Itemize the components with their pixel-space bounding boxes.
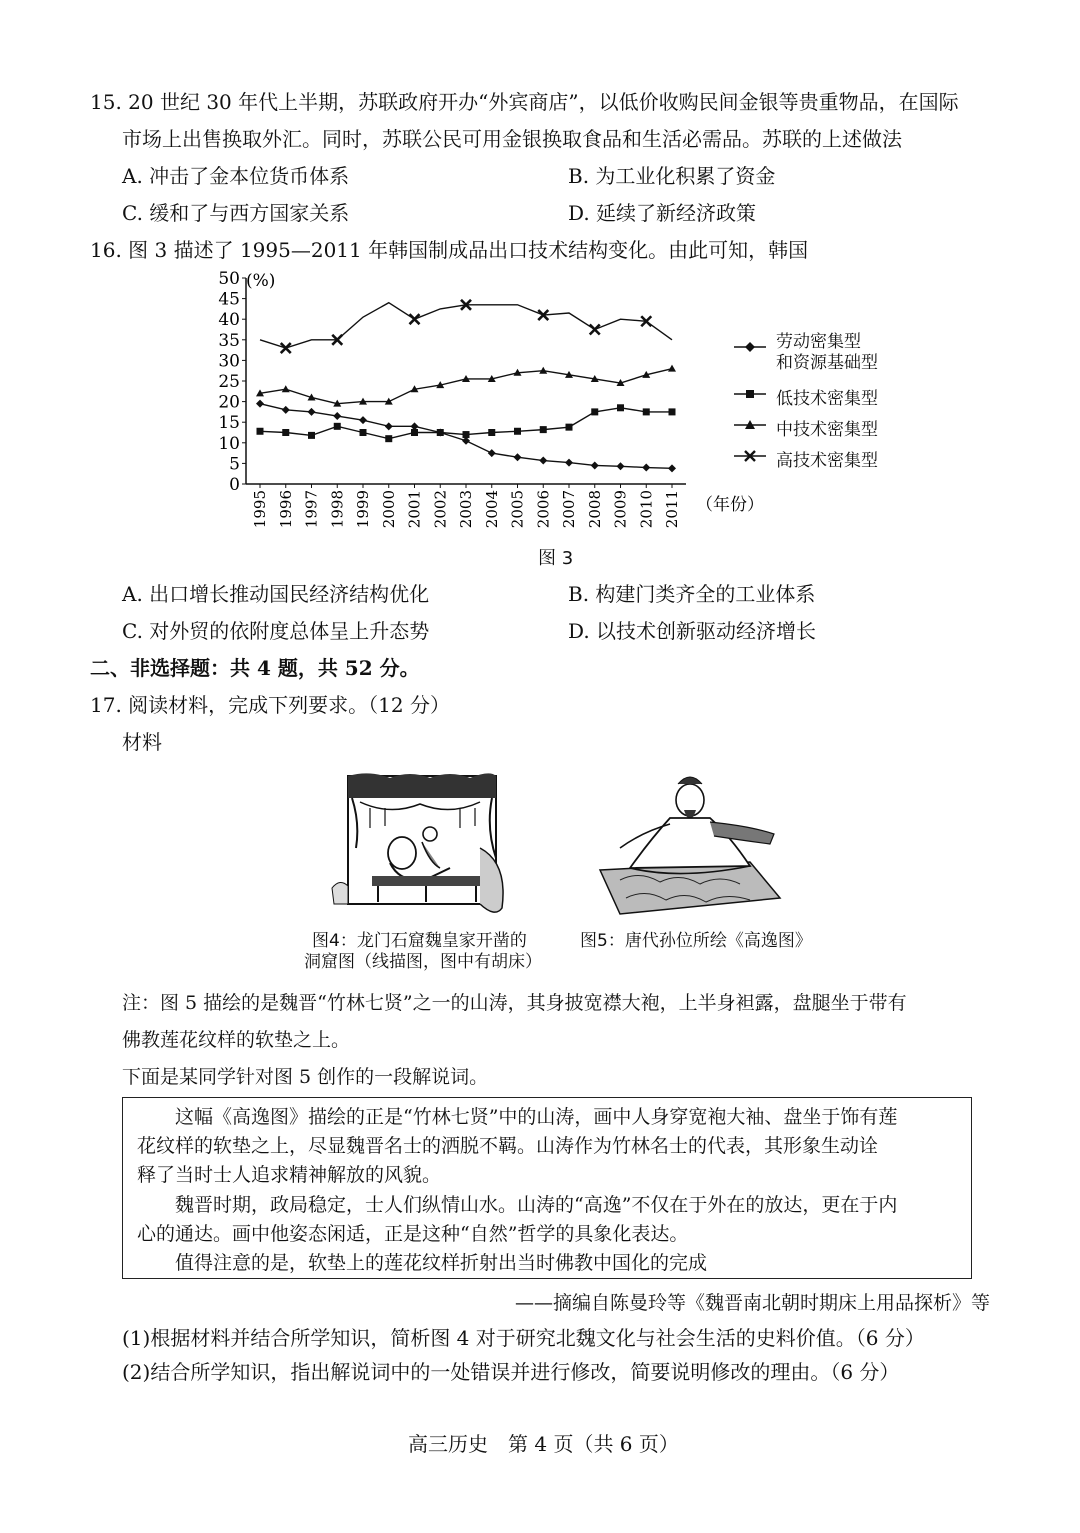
legend-label-mid-tech: 中技术密集型 xyxy=(776,420,878,440)
chart-x-tick-label: 2000 xyxy=(379,490,398,529)
commentary-line: 心的通达。画中他姿态闲适，正是这种“自然”哲学的具象化表达。 xyxy=(137,1223,689,1245)
chart-point xyxy=(488,449,496,457)
q17-note-line1: 注：图 5 描绘的是魏晋“竹林七贤”之一的山涛，其身披宽襟大袍，上半身袒露，盘腿坐于带有 xyxy=(122,992,907,1014)
chart-x-tick-label: 2008 xyxy=(585,490,604,529)
chart-point xyxy=(539,457,547,465)
chart-point xyxy=(514,453,522,461)
chart-y-tick-label: 50 xyxy=(218,269,240,289)
figure5-scholar-drawing xyxy=(590,770,790,920)
chart-point xyxy=(668,365,676,372)
chart-y-tick-label: 25 xyxy=(218,372,240,392)
chart-y-unit-label: (%) xyxy=(246,271,276,291)
chart-point xyxy=(282,429,289,436)
section2-heading: 二、非选择题：共 4 题，共 52 分。 xyxy=(90,656,420,680)
legend-markers xyxy=(730,330,780,470)
chart-x-tick-label: 1999 xyxy=(354,490,372,529)
chart-y-tick-label: 30 xyxy=(218,351,240,372)
chart-point xyxy=(410,314,420,324)
q17-material-label: 材料 xyxy=(122,730,162,754)
chart-y-tick-label: 45 xyxy=(218,289,240,310)
chart-x-tick-label: 2010 xyxy=(637,490,656,529)
chart-x-tick-label: 2004 xyxy=(482,490,501,529)
chart-point xyxy=(565,459,573,467)
chart-point xyxy=(385,435,392,442)
chart-point xyxy=(257,428,264,435)
chart-point xyxy=(591,408,598,415)
q15-option-b: B. 为工业化积累了资金 xyxy=(568,164,776,188)
chart-point xyxy=(514,428,521,435)
chart-point xyxy=(669,408,676,415)
q17-sub1: (1)根据材料并结合所学知识，简析图 4 对于研究北魏文化与社会生活的史料价值。（6 分） xyxy=(122,1326,925,1350)
legend-label-labor-line2: 和资源基础型 xyxy=(776,353,878,373)
chart-y-tick-label: 10 xyxy=(218,433,240,454)
chart-point xyxy=(540,426,547,433)
chart-point xyxy=(334,423,341,430)
chart-point xyxy=(385,422,393,430)
q15-option-c: C. 缓和了与西方国家关系 xyxy=(122,201,350,225)
commentary-line: 值得注意的是，软垫上的莲花纹样折射出当时佛教中国化的完成 xyxy=(137,1252,708,1274)
chart-y-tick-label: 40 xyxy=(218,310,240,331)
figure4-cave-drawing xyxy=(330,768,520,920)
commentary-line: 释了当时士人追求精神解放的风貌。 xyxy=(137,1164,442,1186)
chart-point xyxy=(308,408,316,416)
chart-x-tick-label: 1998 xyxy=(328,490,347,529)
chart-point xyxy=(617,404,624,411)
chart-y-tick-label: 0 xyxy=(229,475,240,495)
chart-point xyxy=(590,325,600,335)
chart-point xyxy=(617,462,625,470)
q16-stem: 16. 图 3 描述了 1995—2011 年韩国制成品出口技术结构变化。由此可知，韩国 xyxy=(90,238,809,262)
commentary-box xyxy=(122,1097,972,1279)
chart-point xyxy=(488,429,495,436)
chart-x-tick-label: 2002 xyxy=(431,490,450,529)
q17-source: ——摘编自陈曼玲等《魏晋南北朝时期床上用品探析》等 xyxy=(514,1292,990,1314)
chart-x-tick-label: 1995 xyxy=(251,490,269,529)
chart-x-tick-label: 2009 xyxy=(611,490,630,529)
legend-label-high-tech: 高技术密集型 xyxy=(776,451,878,471)
chart-x-tick-label: 2005 xyxy=(508,490,527,529)
chart-x-tick-label: 2007 xyxy=(560,490,578,529)
q15-option-a: A. 冲击了金本位货币体系 xyxy=(122,164,350,188)
page-footer: 高三历史 第 4 页（共 6 页） xyxy=(408,1432,679,1456)
chart-point xyxy=(437,429,444,436)
chart-x-tick-label: 2011 xyxy=(663,490,681,529)
chart-point xyxy=(668,464,676,472)
legend-label-low-tech: 低技术密集型 xyxy=(776,389,878,409)
figure3-label: 图 3 xyxy=(538,548,574,569)
chart-point xyxy=(282,385,290,392)
chart-point xyxy=(463,431,470,438)
q16-option-a: A. 出口增长推动国民经济结构优化 xyxy=(122,582,430,606)
q16-option-c: C. 对外贸的依附度总体呈上升态势 xyxy=(122,619,430,643)
chart-x-tick-label: 1996 xyxy=(276,490,295,529)
chart-y-tick-label: 35 xyxy=(218,330,240,351)
chart-y-tick-label: 15 xyxy=(218,413,240,434)
chart-point xyxy=(333,412,341,420)
chart-x-tick-label: 1997 xyxy=(302,490,321,529)
chart-point xyxy=(256,400,264,408)
chart-series-line-2 xyxy=(260,369,672,404)
commentary-line: 魏晋时期，政局稳定，士人们纵情山水。山涛的“高逸”不仅在于外在的放达，更在于内 xyxy=(137,1194,898,1216)
chart-point xyxy=(411,429,418,436)
commentary-line: 这幅《高逸图》描绘的正是“竹林七贤”中的山涛，画中人身穿宽袍大袖、盘坐于饰有莲 xyxy=(137,1106,898,1128)
chart-series-line-3 xyxy=(260,303,672,348)
q16-option-d: D. 以技术创新驱动经济增长 xyxy=(568,619,817,643)
figure4-caption-line2: 洞窟图（线描图，图中有胡床） xyxy=(304,952,542,972)
figure5-caption: 图5：唐代孙位所绘《高逸图》 xyxy=(580,931,812,951)
chart-point xyxy=(308,432,315,439)
q15-option-d: D. 延续了新经济政策 xyxy=(568,201,757,225)
chart-x-tick-label: 2003 xyxy=(457,490,475,529)
q17-note-line2: 佛教莲花纹样的软垫之上。 xyxy=(122,1029,351,1051)
chart-x-tick-label: 2001 xyxy=(405,490,424,529)
q16-option-b: B. 构建门类齐全的工业体系 xyxy=(568,582,816,606)
chart-point xyxy=(359,416,367,424)
chart-point xyxy=(566,424,573,431)
chart-point xyxy=(642,464,650,472)
figure4-caption-line1: 图4：龙门石窟魏皇家开凿的 xyxy=(312,931,527,951)
figure3-line-chart xyxy=(200,266,780,548)
legend-diamond-icon xyxy=(745,342,755,352)
q15-stem-line1: 15. 20 世纪 30 年代上半期，苏联政府开办“外宾商店”，以低价收购民间金银等贵重物品，在国际 xyxy=(90,90,959,114)
q17-stem: 17. 阅读材料，完成下列要求。（12 分） xyxy=(90,693,450,717)
chart-y-tick-label: 5 xyxy=(229,454,240,475)
chart-point xyxy=(539,367,547,374)
commentary-line: 花纹样的软垫之上，尽显魏晋名士的洒脱不羁。山涛作为竹林名士的代表，其形象生动诠 xyxy=(137,1135,879,1157)
q15-stem-line2: 市场上出售换取外汇。同时，苏联公民可用金银换取食品和生活必需品。苏联的上述做法 xyxy=(122,127,902,151)
legend-label-labor-line1: 劳动密集型 xyxy=(776,332,861,352)
chart-x-tick-label: 2006 xyxy=(534,490,553,529)
chart-point xyxy=(643,408,650,415)
q17-sub2: (2)结合所学知识，指出解说词中的一处错误并进行修改，简要说明修改的理由。（6 分） xyxy=(122,1360,900,1384)
chart-point xyxy=(360,429,367,436)
legend-square-icon xyxy=(746,390,754,398)
chart-point xyxy=(281,343,291,353)
q17-intro: 下面是某同学针对图 5 创作的一段解说词。 xyxy=(122,1066,489,1088)
chart-point xyxy=(591,461,599,469)
chart-point xyxy=(282,406,290,414)
chart-y-tick-label: 20 xyxy=(218,392,240,413)
chart-x-unit-label: （年份） xyxy=(696,495,764,515)
